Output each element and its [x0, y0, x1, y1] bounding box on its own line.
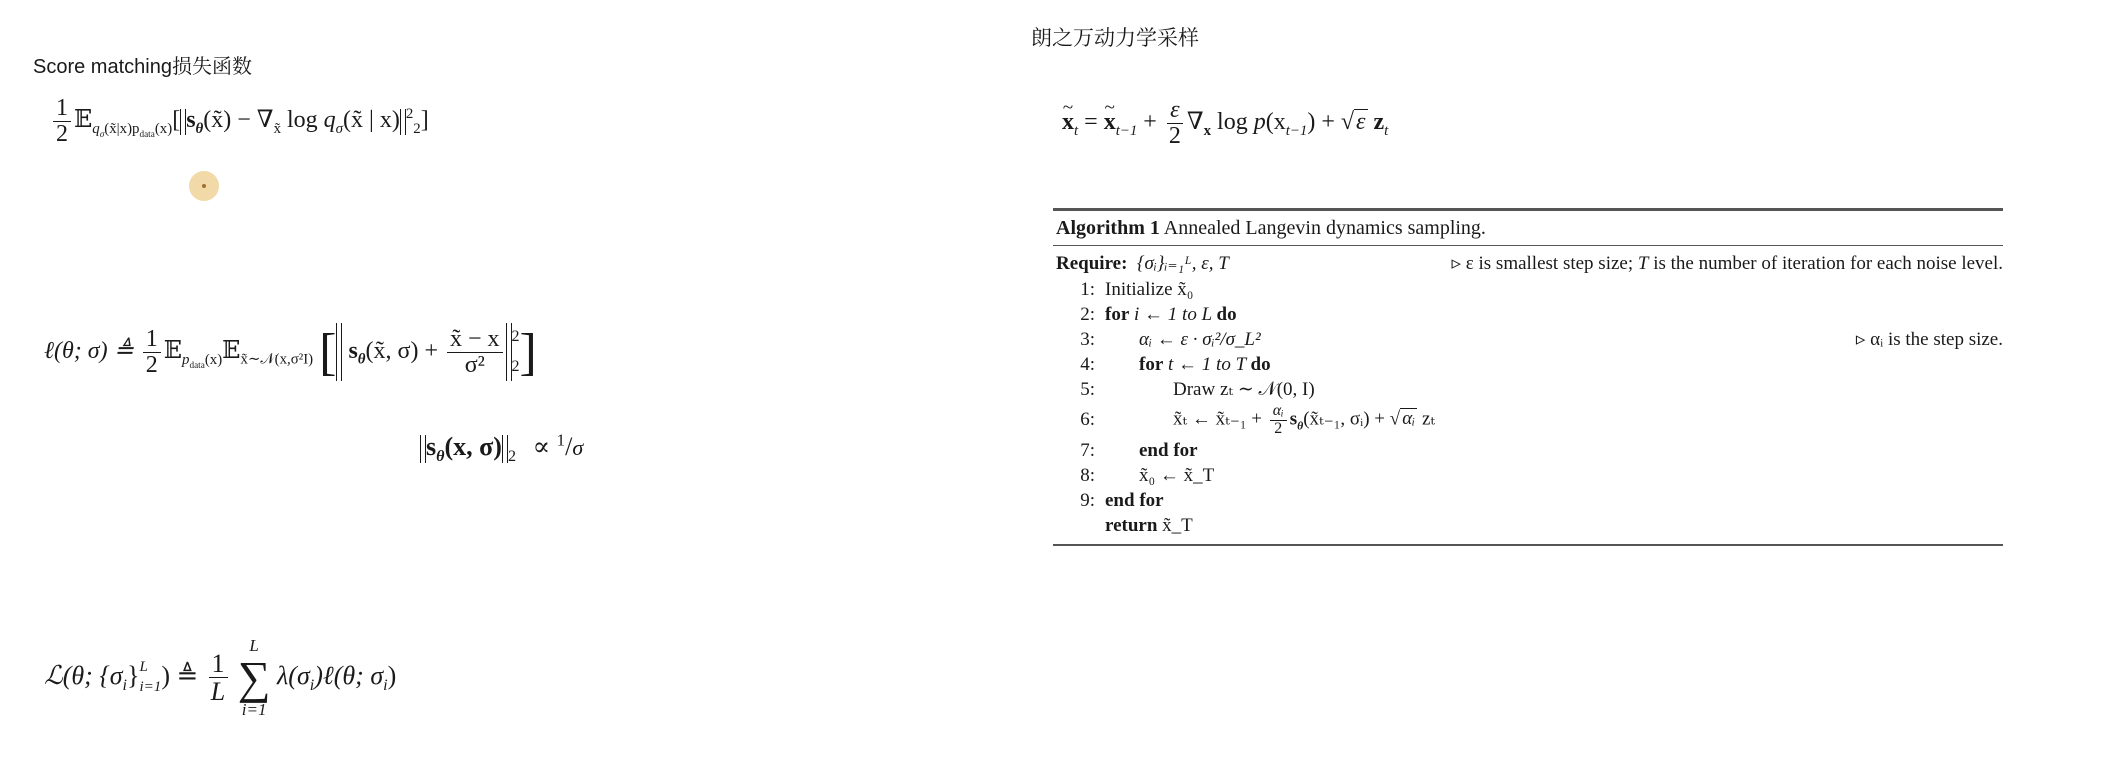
cursor-highlight — [189, 171, 219, 201]
algorithm-line-2: 2: for i ← 1 to L do — [1080, 303, 1237, 325]
algorithm-line-3: 3: αᵢ ← ε · σᵢ²/σ_L² ▹ αᵢ is the step size. — [1080, 328, 2003, 350]
algorithm-title: Algorithm 1 Annealed Langevin dynamics sampling. — [1056, 216, 1486, 239]
equation-langevin-update: ~ $x_t$ = ~ $x_{t-1}$ + $\frac{\varepsilon}{2}$ $\nabla_x$ $\log p(x_{t-1}) + √\varepsilon$ $z_t$ — [1062, 98, 1388, 149]
equation-score-norm-proportional: $s_\theta(x$, σ) $_2$ ∝ $^1$/σ — [420, 432, 583, 463]
algorithm-line-6: 6: x̃ₜ ← x̃ₜ₋₁ + $\frac{\text{αᵢ}}{2}$ $s_\theta(x̃_{t-1}$, σᵢ) + √ αᵢ zₜ — [1080, 401, 1436, 437]
equation-weighted-loss: ℓ(θ; σ) ≜ $\frac{1}{2}$ 𝔼$_{p_{data}(x)}$𝔼$_{x̃\sim 𝒩(x,\sigma^2I)}$ [ $s_\theta(x̃$, σ) + $\frac{x̃ - x}{\text{σ²}}$ 2 2 ] — [44, 323, 537, 381]
fraction-one-half: $\frac{1}{2}$ — [53, 96, 71, 147]
algorithm-line-5: 5: Draw zₜ ∼ 𝒩(0, I) — [1080, 378, 1315, 400]
algorithm-line-return: return x̃_T — [1105, 514, 1193, 536]
algorithm-line-9: 9: end for — [1080, 489, 1164, 511]
algorithm-line-7: 7: end for — [1080, 439, 1198, 461]
algorithm-line-4: 4: for t ← 1 to T do — [1080, 353, 1271, 375]
langevin-heading: 朗之万动力学采样 — [1031, 27, 1199, 50]
algorithm-box — [1053, 208, 2003, 546]
require-comment: ▹ ε is smallest step size; T is the number of iteration for each noise level. — [1451, 253, 2003, 274]
algorithm-line-8: 8: x̃₀ ← x̃_T — [1080, 464, 1215, 486]
algorithm-line-1: 1: Initialize x̃₀ — [1080, 278, 1194, 300]
equation-dsm-objective: $\frac{1}{2}$ 𝔼$_{q_\sigma(x̃|x)p_{data}(x)}$[ $s_\theta(x̃) - \nabla_{x̃}$ $\log q_\sigma(x̃$ | x) $^2_2$] — [50, 96, 429, 147]
score-matching-heading: Score matching损失函数 — [33, 56, 252, 78]
equation-total-loss: ℒ(θ; $\{\sigma_i\}$ L i=1 ) ≜ $\frac{1}{L}$ L ∑ i=1 $\lambda(\sigma_i)\ell(\theta$; $\sigma_i$) — [44, 636, 397, 719]
algorithm-require: Require: {σᵢ}ᵢ₌₁ᴸ, ε, T ▹ ε is smallest step size; T is the number of iteration for each noise level. — [1056, 253, 2003, 274]
